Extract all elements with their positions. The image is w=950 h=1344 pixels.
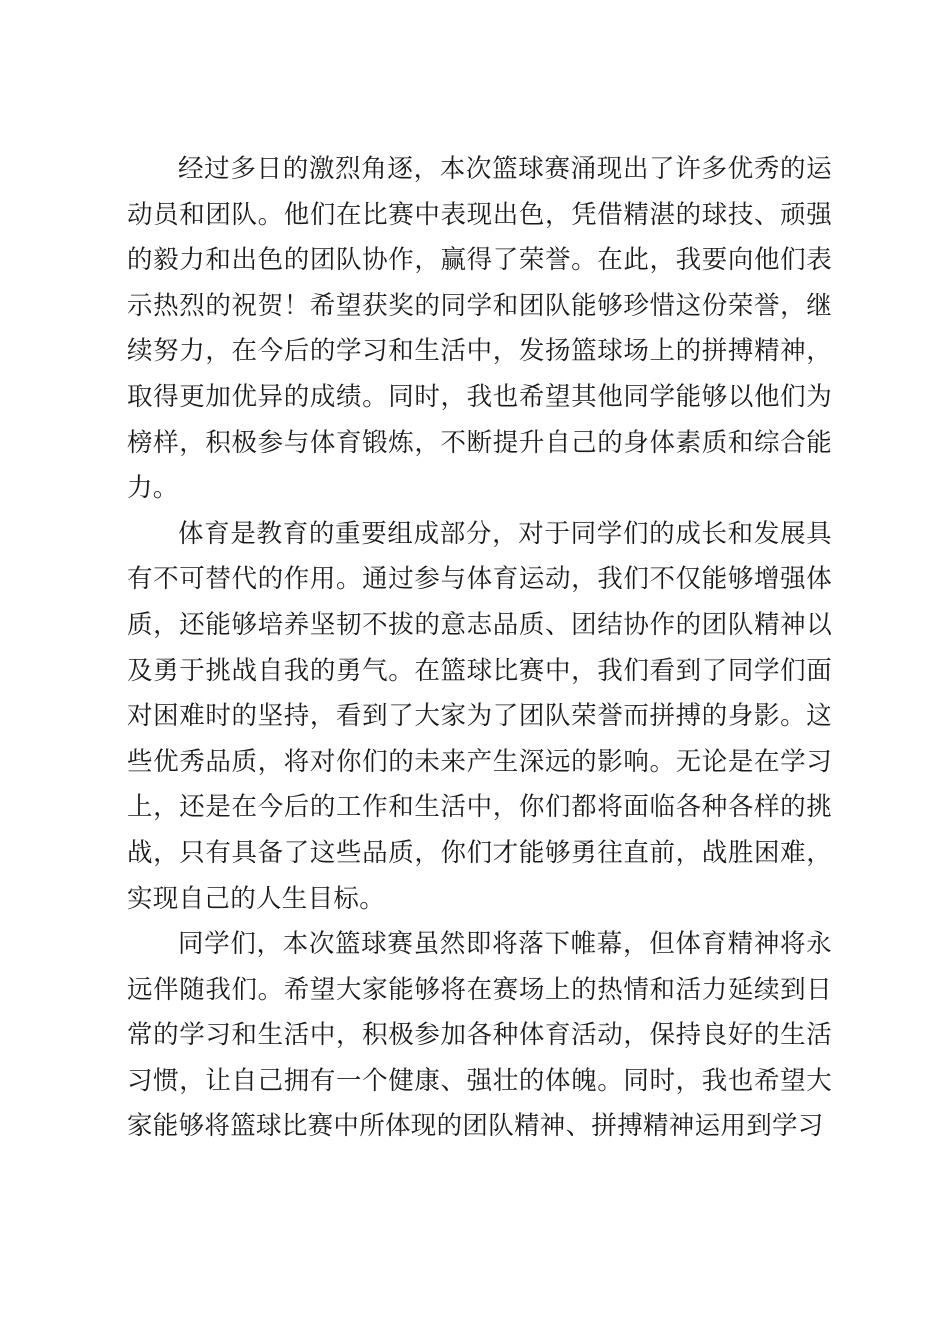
paragraph-closing: 同学们，本次篮球赛虽然即将落下帷幕，但体育精神将永远伴随我们。希望大家能够将在赛场上的热情和活力延续到日常的学习和生活中，积极参加各种体育活动，保持良好的生活习惯，让自己拥有一个健康、强壮的体魄。同时，我也希望大家能够将篮球比赛中所体现的团队精神、拼搏精神运用到学习 [127, 929, 832, 1142]
paragraph-awards: 经过多日的激烈角逐，本次篮球赛涌现出了许多优秀的运动员和团队。他们在比赛中表现出色，凭借精湛的球技、顽强的毅力和出色的团队协作，赢得了荣誉。在此，我要向他们表示热烈的祝贺！希望获奖的同学和团队能够珍惜这份荣誉，继续努力，在今后的学习和生活中，发扬篮球场上的拼搏精神，取得更加优异的成绩。同时，我也希望其他同学能够以他们为榜样，积极参与体育锻炼，不断提升自己的身体素质和综合能力。 [127, 154, 832, 504]
document-body [127, 147, 832, 1150]
paragraph-sports-education: 体育是教育的重要组成部分，对于同学们的成长和发展具有不可替代的作用。通过参与体育运动，我们不仅能够增强体质，还能够培养坚韧不拔的意志品质、团结协作的团队精神以及勇于挑战自我的勇气。在篮球比赛中，我们看到了同学们面对困难时的坚持，看到了大家为了团队荣誉而拼搏的身影。这些优秀品质，将对你们的未来产生深远的影响。无论是在学习上，还是在今后的工作和生活中，你们都将面临各种各样的挑战，只有具备了这些品质，你们才能够勇往直前，战胜困难，实现自己的人生目标。 [127, 518, 832, 914]
